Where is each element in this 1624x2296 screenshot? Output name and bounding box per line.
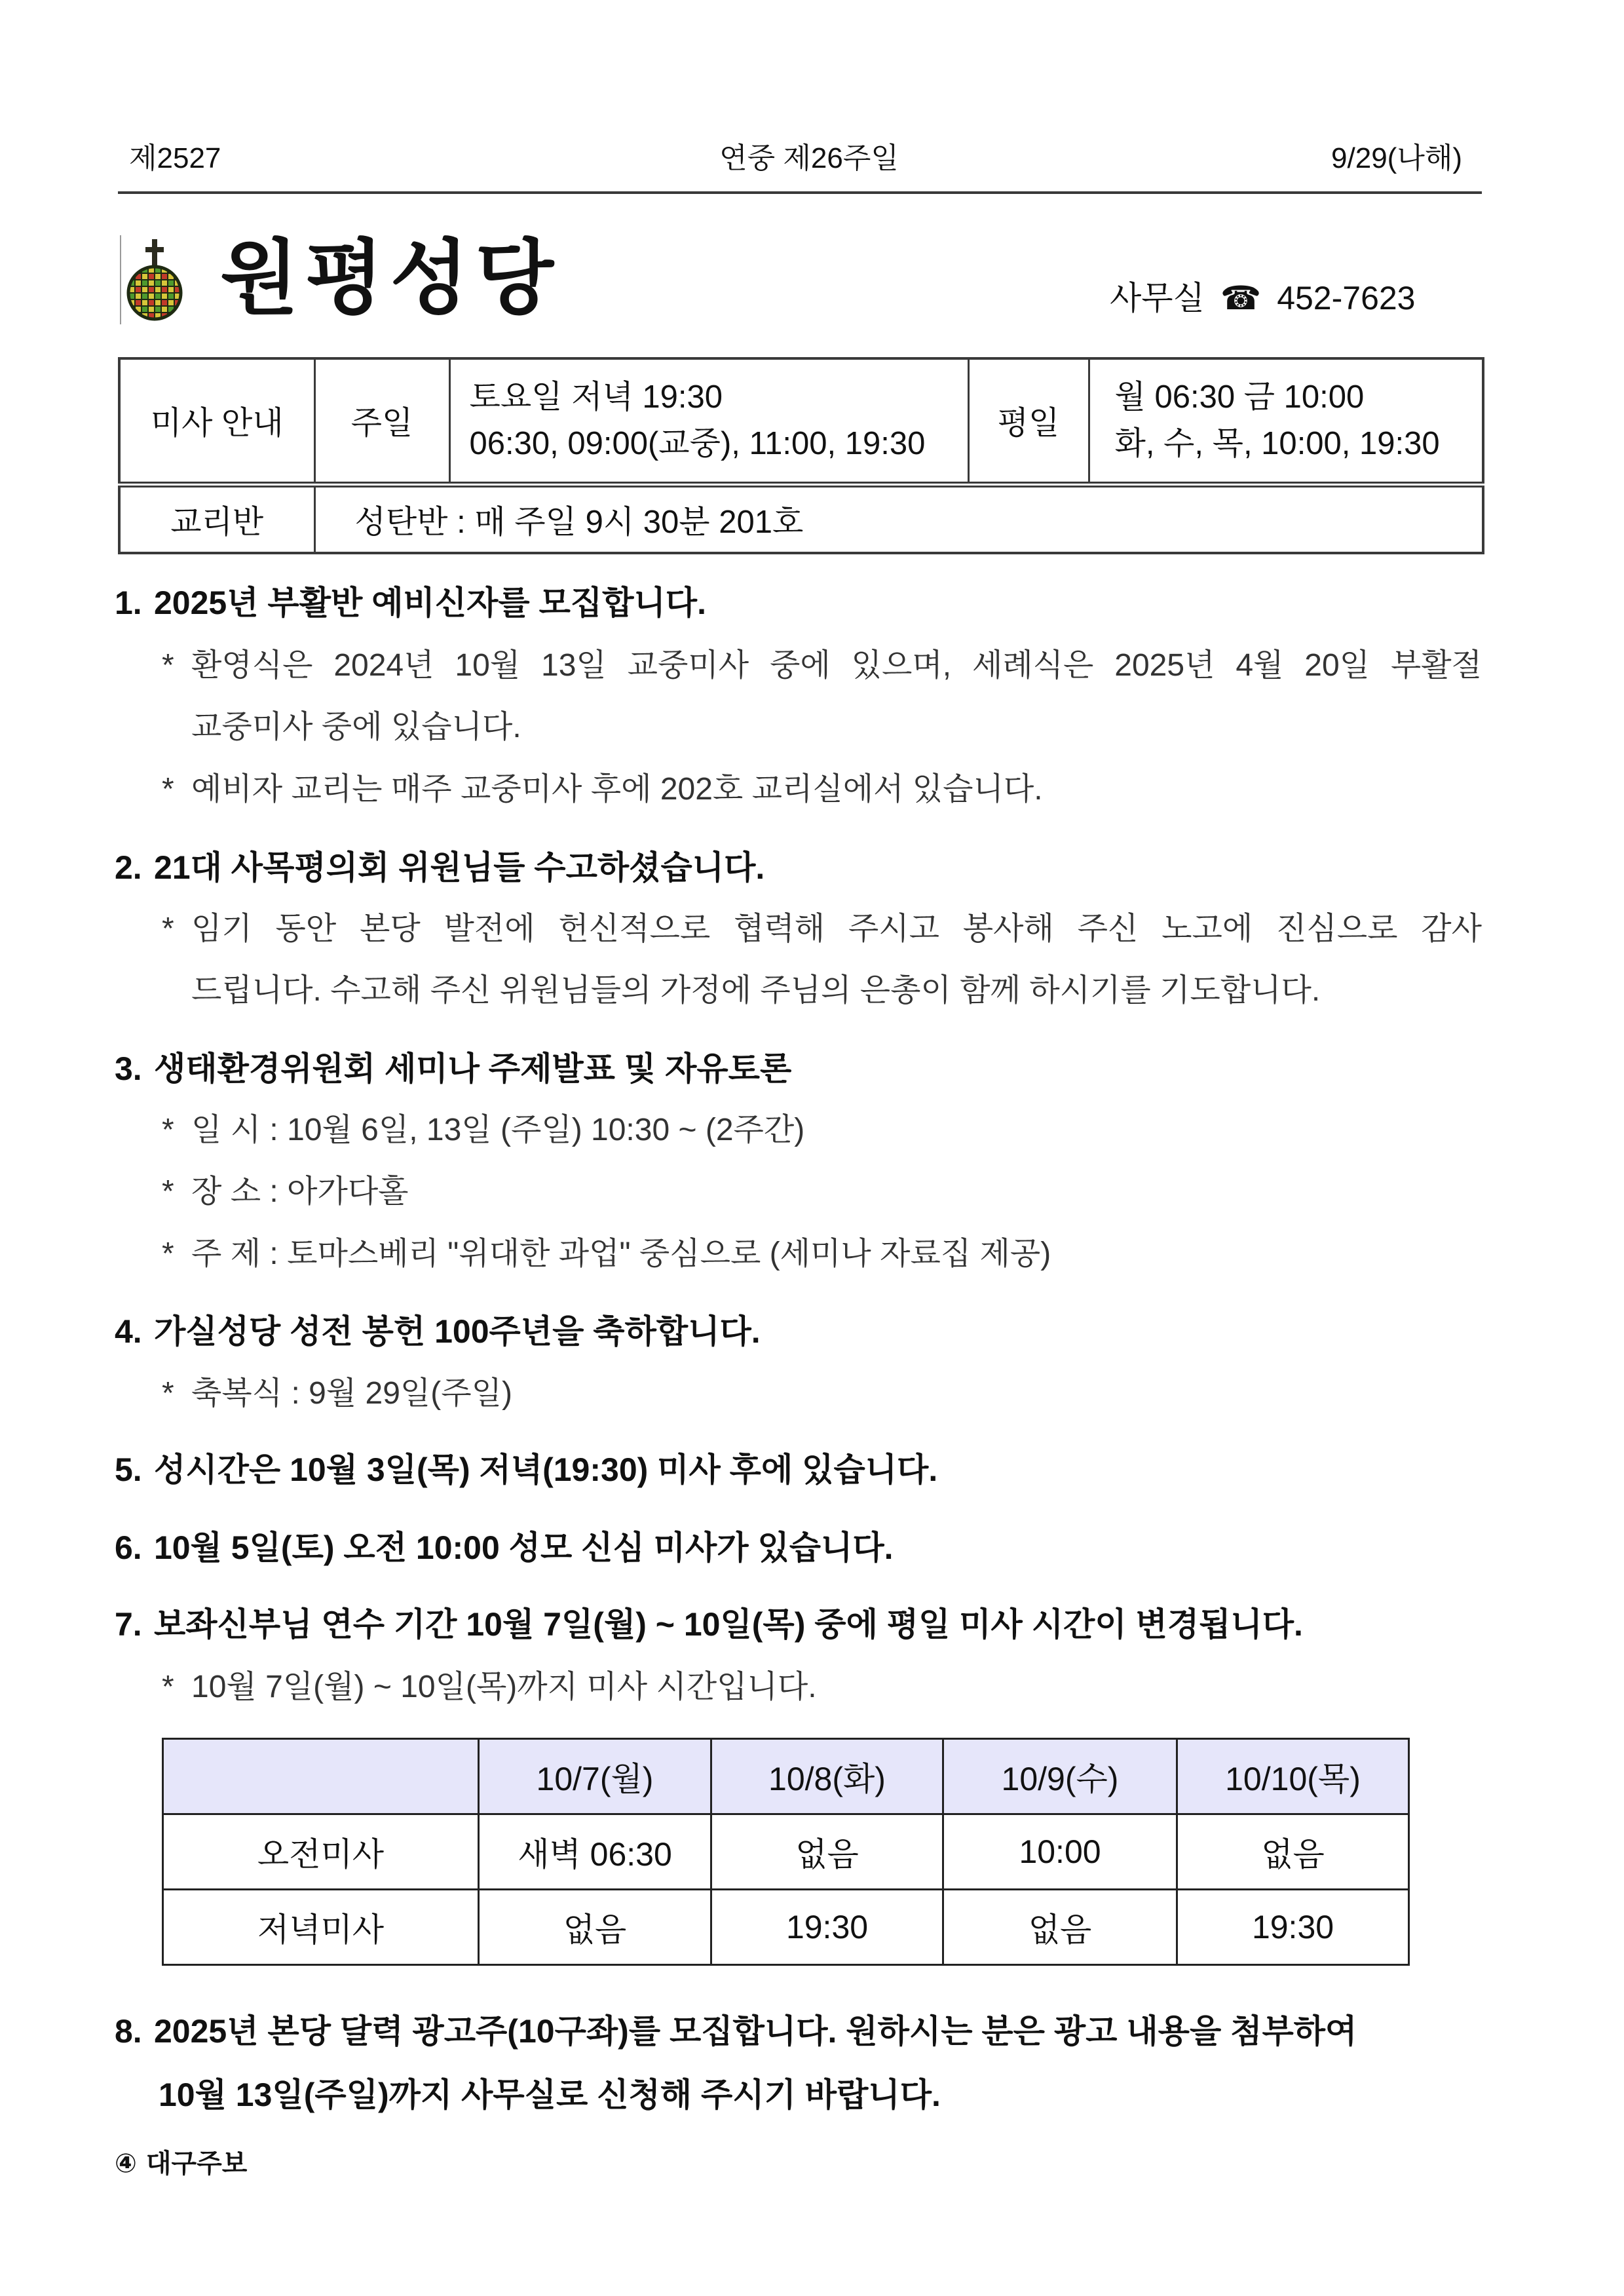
notice-title: 생태환경위원회 세미나 주제발표 및 자유토론	[154, 1050, 792, 1087]
notice-number: 5.	[115, 1451, 142, 1488]
sunday-time-line: 토요일 저녁 19:30	[469, 379, 723, 415]
notice-title: 2025년 부활반 예비신자를 모집합니다.	[154, 584, 706, 621]
detail-bullet: *	[162, 1670, 174, 1704]
table-cell: 없음	[1177, 1814, 1409, 1890]
table-cell: 10:00	[943, 1814, 1177, 1890]
detail-line: 축복식 : 9월 29일(주일)	[191, 1376, 512, 1411]
cross-globe-logo-icon	[118, 233, 190, 328]
column-header: 10/10(목)	[1177, 1739, 1409, 1814]
column-header: 10/9(수)	[943, 1739, 1177, 1814]
sunday-time-line: 06:30, 09:00(교중), 11:00, 19:30	[469, 426, 926, 461]
phone-icon	[1220, 280, 1261, 316]
detail-bullet: *	[162, 1174, 174, 1209]
issue-date: 9/29(나해)	[1331, 142, 1462, 174]
detail-bullet: *	[162, 911, 174, 946]
catechism-row	[119, 485, 1483, 554]
notice-title: 2025년 본당 달력 광고주(10구좌)를 모집합니다. 원하시는 분은 광고 내용을 첨부하여	[154, 2013, 1357, 2050]
catechism-info: 성탄반 : 매 주일 9시 30분 201호	[314, 485, 1483, 554]
mass-row	[119, 358, 1483, 485]
notice-title: 성시간은 10월 3일(목) 저녁(19:30) 미사 후에 있습니다.	[154, 1451, 938, 1488]
notice-title-continued: 10월 13일(주일)까지 사무실로 신청해 주시기 바랍니다.	[159, 2076, 941, 2113]
notice-number: 7.	[115, 1606, 142, 1643]
detail-line: 일 시 : 10월 6일, 13일 (주일) 10:30 ~ (2주간)	[191, 1113, 805, 1147]
detail-bullet: *	[162, 1376, 174, 1411]
detail-bullet: *	[162, 648, 174, 683]
column-header: 10/7(월)	[479, 1739, 711, 1814]
weekday-label: 평일	[968, 358, 1089, 485]
weekday-time-line: 월 06:30 금 10:00	[1114, 379, 1365, 415]
detail-line: 10월 7일(월) ~ 10일(목)까지 미사 시간입니다.	[191, 1670, 817, 1704]
office-phone: 452-7623	[1277, 280, 1416, 316]
catechism-label: 교리반	[119, 485, 314, 554]
page-number: ④	[115, 2149, 137, 2178]
weekday-times	[1089, 358, 1483, 485]
table-cell: 19:30	[711, 1890, 943, 1965]
detail-line: 교중미사 중에 있습니다.	[191, 710, 521, 744]
notice-title: 가실성당 성전 봉헌 100주년을 축하합니다.	[154, 1313, 761, 1350]
parish-name: 원평성당	[220, 233, 561, 324]
page-footer	[115, 2148, 247, 2179]
detail-line: 임기 동안 본당 발전에 헌신적으로 협력해 주시고 봉사해 주신 노고에 진심으로 감사	[191, 911, 1482, 946]
table-cell: 없음	[711, 1814, 943, 1890]
mass-change-table	[162, 1738, 1410, 1966]
detail-line: 드립니다. 수고해 주신 위원님들의 가정에 주님의 은총이 함께 하시기를 기도합니다.	[191, 973, 1321, 1008]
detail-line: 환영식은 2024년 10월 13일 교중미사 중에 있으며, 세례식은 2025년 4월 20일 부활절	[191, 648, 1482, 683]
table-cell: 새벽 06:30	[479, 1814, 711, 1890]
table-cell: 없음	[479, 1890, 711, 1965]
header-rule	[118, 191, 1482, 194]
row-label: 오전미사	[163, 1814, 479, 1890]
notice-number: 6.	[115, 1529, 142, 1566]
sunday-label: 주일	[314, 358, 449, 485]
detail-line: 장 소 : 아가다홀	[191, 1174, 409, 1209]
detail-line: 예비자 교리는 매주 교중미사 후에 202호 교리실에서 있습니다.	[191, 772, 1043, 807]
notice-number: 3.	[115, 1050, 142, 1087]
office-contact	[1110, 278, 1416, 318]
publication-name: 대구주보	[145, 2149, 248, 2178]
notice-title: 보좌신부님 연수 기간 10월 7일(월) ~ 10일(목) 중에 평일 미사 시간이 변경됩니다.	[154, 1606, 1303, 1643]
notice-number: 2.	[115, 849, 142, 886]
detail-bullet: *	[162, 772, 174, 807]
detail-line: 주 제 : 토마스베리 "위대한 과업" 중심으로 (세미나 자료집 제공)	[191, 1236, 1051, 1271]
office-label: 사무실	[1110, 280, 1205, 316]
table-cell: 없음	[943, 1890, 1177, 1965]
mass-schedule-table	[118, 357, 1484, 554]
column-header: 10/8(화)	[711, 1739, 943, 1814]
notice-number: 1.	[115, 584, 142, 621]
notice-number: 4.	[115, 1313, 142, 1350]
corner-cell	[163, 1739, 479, 1814]
row-label: 저녁미사	[163, 1890, 479, 1965]
table-row	[163, 1890, 1409, 1965]
issue-number: 제2527	[129, 142, 221, 174]
table-header-row	[163, 1739, 1409, 1814]
liturgical-week: 연중 제26주일	[719, 142, 899, 174]
weekday-time-line: 화, 수, 목, 10:00, 19:30	[1114, 426, 1440, 461]
notice-title: 10월 5일(토) 오전 10:00 성모 신심 미사가 있습니다.	[154, 1529, 894, 1566]
mass-guide-label: 미사 안내	[119, 358, 314, 485]
table-row	[163, 1814, 1409, 1890]
sunday-times	[449, 358, 968, 485]
table-cell: 19:30	[1177, 1890, 1409, 1965]
detail-bullet: *	[162, 1113, 174, 1147]
notice-title: 21대 사목평의회 위원님들 수고하셨습니다.	[154, 849, 765, 886]
notice-number: 8.	[115, 2013, 142, 2050]
detail-bullet: *	[162, 1236, 174, 1271]
